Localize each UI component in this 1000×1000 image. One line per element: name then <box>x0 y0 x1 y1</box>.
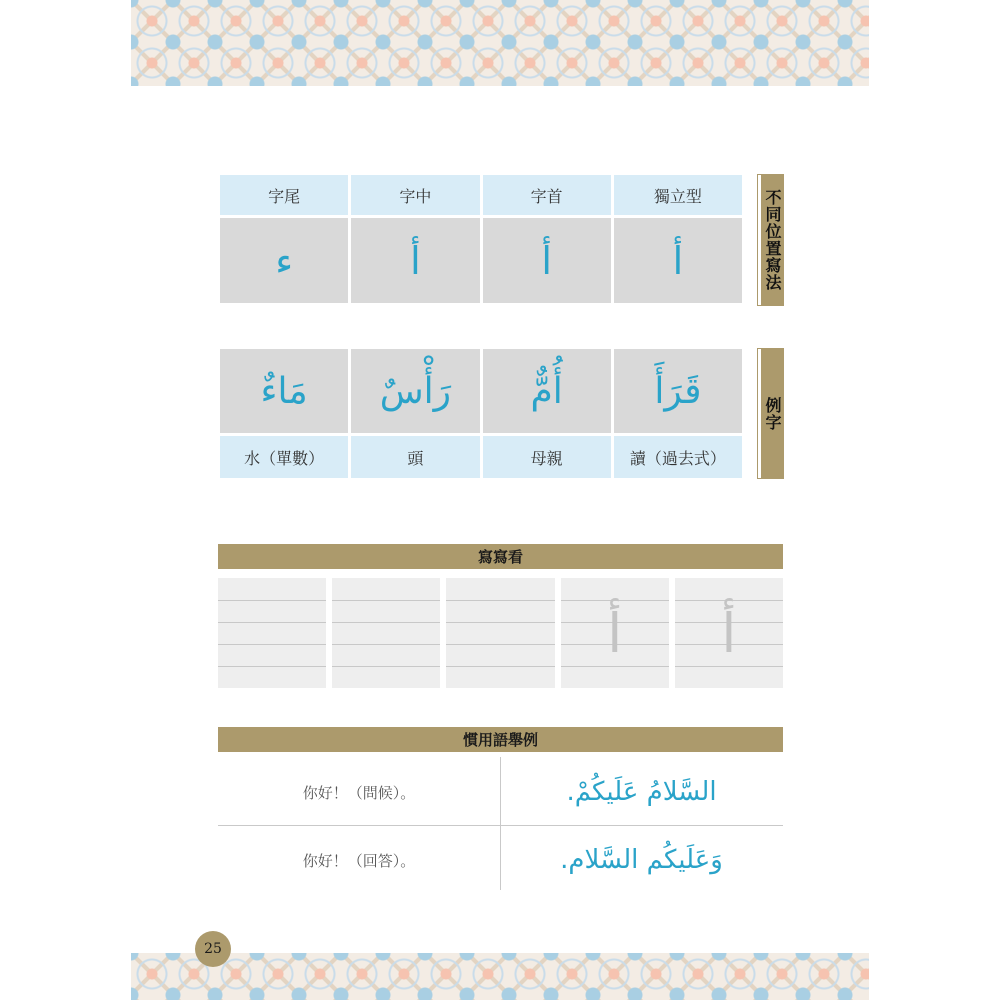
trace-letter: أ <box>721 601 737 665</box>
forms-side-char: 同 <box>765 205 782 224</box>
examples-side-char: 字 <box>765 412 782 432</box>
example-word: أُمٌّ <box>483 349 611 433</box>
practice-title: 寫寫看 <box>218 544 783 569</box>
letter-form-isolated: أ <box>614 218 742 303</box>
form-header-final: 字尾 <box>220 175 348 215</box>
phrases-title: 慣用語舉例 <box>218 727 783 752</box>
example-meaning: 水（單數） <box>220 436 348 478</box>
phrases-table <box>218 757 783 890</box>
form-header-initial: 字首 <box>483 175 611 215</box>
decorative-pattern-top <box>131 0 869 86</box>
phrase-chinese: 你好！（回答）。 <box>302 851 416 870</box>
trace-letter: أ <box>607 601 623 665</box>
forms-side-char: 不 <box>765 188 782 207</box>
decorative-pattern-bottom <box>131 953 869 1000</box>
example-word: قَرَأَ <box>614 349 742 433</box>
letter-form-initial: أ <box>483 218 611 303</box>
example-meaning: 母親 <box>483 436 611 478</box>
form-header-isolated: 獨立型 <box>614 175 742 215</box>
examples-side-label <box>758 349 783 478</box>
page-number: 25 <box>195 931 231 967</box>
phrase-row <box>218 827 783 893</box>
letter-form-final: ء <box>220 218 348 303</box>
example-meaning: 讀（過去式） <box>614 436 742 478</box>
example-meaning: 頭 <box>351 436 479 478</box>
forms-side-char: 法 <box>765 273 782 292</box>
phrase-chinese: 你好！（問候）。 <box>302 783 416 802</box>
form-header-medial: 字中 <box>351 175 479 215</box>
example-word: رَأْسٌ <box>351 349 479 433</box>
example-word: مَاءٌ <box>220 349 348 433</box>
examples-side-char: 例 <box>765 395 782 415</box>
phrase-arabic: السَّلامُ عَلَيكُمْ. <box>566 777 717 807</box>
practice-box[interactable] <box>446 578 554 688</box>
phrase-row-divider <box>218 825 783 826</box>
writing-practice-area <box>218 578 783 688</box>
letter-forms-table <box>220 175 742 303</box>
practice-box[interactable] <box>218 578 326 688</box>
forms-side-char: 寫 <box>765 256 782 275</box>
practice-box-traced[interactable] <box>675 578 783 688</box>
practice-box[interactable] <box>332 578 440 688</box>
phrase-arabic: وَعَلَيكُم السَّلام. <box>560 845 723 875</box>
forms-side-label <box>758 175 783 305</box>
forms-side-char: 位 <box>765 222 782 241</box>
practice-box-traced[interactable] <box>561 578 669 688</box>
letter-form-medial: أ <box>351 218 479 303</box>
forms-side-char: 置 <box>765 239 782 258</box>
phrase-row <box>218 759 783 825</box>
example-words-table <box>220 349 742 478</box>
